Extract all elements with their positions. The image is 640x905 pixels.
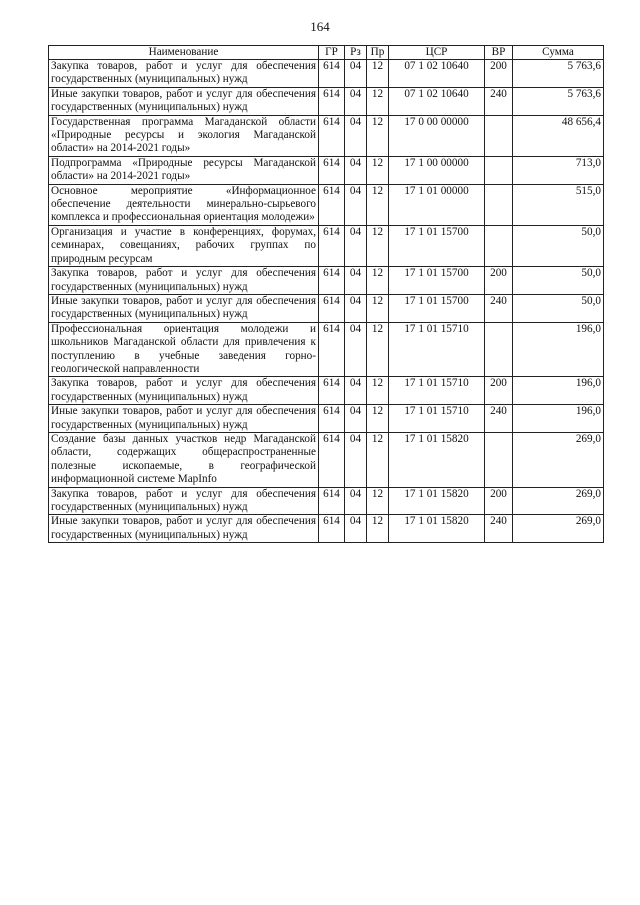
cell-vr: 240 [485, 405, 513, 433]
cell-sum: 269,0 [513, 432, 604, 487]
cell-vr: 200 [485, 267, 513, 295]
cell-rz: 04 [345, 515, 367, 543]
table-row [49, 156, 604, 184]
cell-rz: 04 [345, 294, 367, 322]
cell-vr [485, 322, 513, 377]
cell-name: Закупка товаров, работ и услуг для обеспечения государственных (муниципальных) нужд [49, 267, 319, 295]
cell-sum: 196,0 [513, 322, 604, 377]
cell-vr: 240 [485, 515, 513, 543]
header-row [49, 46, 604, 60]
cell-gr: 614 [319, 294, 345, 322]
cell-rz: 04 [345, 377, 367, 405]
table-row [49, 115, 604, 156]
cell-name: Создание базы данных участков недр Магаданской области, содержащих общераспространенные полезные ископаемые, в географической информационной системе MapInfo [49, 432, 319, 487]
cell-vr: 200 [485, 487, 513, 515]
budget-table [48, 45, 604, 543]
cell-pr: 12 [367, 322, 389, 377]
header-pr: Пр [367, 46, 389, 60]
cell-gr: 614 [319, 184, 345, 225]
cell-gr: 614 [319, 487, 345, 515]
cell-pr: 12 [367, 156, 389, 184]
cell-pr: 12 [367, 184, 389, 225]
table-header [49, 46, 604, 60]
cell-name: Иные закупки товаров, работ и услуг для обеспечения государственных (муниципальных) нужд [49, 87, 319, 115]
cell-csr: 17 1 01 00000 [389, 184, 485, 225]
table-row [49, 294, 604, 322]
cell-gr: 614 [319, 432, 345, 487]
cell-csr: 17 1 01 15700 [389, 267, 485, 295]
cell-csr: 07 1 02 10640 [389, 60, 485, 88]
cell-csr: 17 0 00 00000 [389, 115, 485, 156]
cell-name: Подпрограмма «Природные ресурсы Магаданской области» на 2014-2021 годы» [49, 156, 319, 184]
cell-pr: 12 [367, 432, 389, 487]
cell-sum: 269,0 [513, 515, 604, 543]
cell-csr: 17 1 01 15820 [389, 487, 485, 515]
cell-csr: 07 1 02 10640 [389, 87, 485, 115]
cell-rz: 04 [345, 487, 367, 515]
cell-rz: 04 [345, 432, 367, 487]
cell-gr: 614 [319, 322, 345, 377]
table-row [49, 322, 604, 377]
cell-sum: 196,0 [513, 377, 604, 405]
cell-name: Государственная программа Магаданской области «Природные ресурсы и экология Магаданской области» на 2014-2021 годы» [49, 115, 319, 156]
cell-csr: 17 1 01 15710 [389, 405, 485, 433]
table-row [49, 184, 604, 225]
header-name: Наименование [49, 46, 319, 60]
cell-vr [485, 184, 513, 225]
cell-pr: 12 [367, 405, 389, 433]
cell-sum: 269,0 [513, 487, 604, 515]
page-number: 164 [310, 19, 330, 34]
cell-rz: 04 [345, 322, 367, 377]
header-sum: Сумма [513, 46, 604, 60]
cell-csr: 17 1 01 15820 [389, 515, 485, 543]
cell-csr: 17 1 01 15710 [389, 377, 485, 405]
cell-gr: 614 [319, 267, 345, 295]
cell-pr: 12 [367, 294, 389, 322]
table-row [49, 60, 604, 88]
cell-name: Иные закупки товаров, работ и услуг для обеспечения государственных (муниципальных) нужд [49, 294, 319, 322]
cell-name: Профессиональная ориентация молодежи и школьников Магаданской области для привлечения к поступлению в учебные заведения горно-геологической направленности [49, 322, 319, 377]
cell-gr: 614 [319, 225, 345, 266]
cell-name: Основное мероприятие «Информационное обеспечение деятельности минерально-сырьевого комплекса и профессиональная ориентация молодежи» [49, 184, 319, 225]
cell-gr: 614 [319, 156, 345, 184]
cell-rz: 04 [345, 115, 367, 156]
table-row [49, 377, 604, 405]
cell-csr: 17 1 01 15700 [389, 294, 485, 322]
cell-gr: 614 [319, 515, 345, 543]
cell-sum: 5 763,6 [513, 60, 604, 88]
cell-sum: 50,0 [513, 294, 604, 322]
cell-pr: 12 [367, 225, 389, 266]
cell-pr: 12 [367, 115, 389, 156]
cell-rz: 04 [345, 184, 367, 225]
cell-rz: 04 [345, 60, 367, 88]
header-rz: Рз [345, 46, 367, 60]
cell-name: Иные закупки товаров, работ и услуг для обеспечения государственных (муниципальных) нужд [49, 515, 319, 543]
table-row [49, 267, 604, 295]
cell-rz: 04 [345, 405, 367, 433]
header-gr: ГР [319, 46, 345, 60]
cell-pr: 12 [367, 515, 389, 543]
cell-sum: 713,0 [513, 156, 604, 184]
cell-vr [485, 115, 513, 156]
cell-pr: 12 [367, 60, 389, 88]
cell-sum: 515,0 [513, 184, 604, 225]
cell-sum: 50,0 [513, 225, 604, 266]
cell-csr: 17 1 00 00000 [389, 156, 485, 184]
table-row [49, 515, 604, 543]
cell-pr: 12 [367, 87, 389, 115]
table-row [49, 87, 604, 115]
cell-vr: 200 [485, 377, 513, 405]
cell-vr: 240 [485, 294, 513, 322]
cell-name: Закупка товаров, работ и услуг для обеспечения государственных (муниципальных) нужд [49, 60, 319, 88]
table-row [49, 405, 604, 433]
cell-sum: 196,0 [513, 405, 604, 433]
cell-name: Закупка товаров, работ и услуг для обеспечения государственных (муниципальных) нужд [49, 487, 319, 515]
cell-vr: 200 [485, 60, 513, 88]
cell-vr [485, 225, 513, 266]
table-body [49, 60, 604, 543]
cell-csr: 17 1 01 15710 [389, 322, 485, 377]
cell-pr: 12 [367, 377, 389, 405]
table-row [49, 487, 604, 515]
cell-vr [485, 156, 513, 184]
cell-sum: 50,0 [513, 267, 604, 295]
table-row [49, 225, 604, 266]
cell-csr: 17 1 01 15700 [389, 225, 485, 266]
cell-rz: 04 [345, 87, 367, 115]
cell-vr [485, 432, 513, 487]
cell-rz: 04 [345, 267, 367, 295]
table-row [49, 432, 604, 487]
cell-sum: 5 763,6 [513, 87, 604, 115]
cell-gr: 614 [319, 377, 345, 405]
cell-name: Иные закупки товаров, работ и услуг для обеспечения государственных (муниципальных) нужд [49, 405, 319, 433]
cell-csr: 17 1 01 15820 [389, 432, 485, 487]
header-csr: ЦСР [389, 46, 485, 60]
cell-pr: 12 [367, 487, 389, 515]
cell-gr: 614 [319, 87, 345, 115]
cell-name: Закупка товаров, работ и услуг для обеспечения государственных (муниципальных) нужд [49, 377, 319, 405]
cell-rz: 04 [345, 156, 367, 184]
cell-vr: 240 [485, 87, 513, 115]
header-vr: ВР [485, 46, 513, 60]
cell-gr: 614 [319, 115, 345, 156]
cell-pr: 12 [367, 267, 389, 295]
cell-sum: 48 656,4 [513, 115, 604, 156]
cell-gr: 614 [319, 405, 345, 433]
cell-gr: 614 [319, 60, 345, 88]
cell-name: Организация и участие в конференциях, форумах, семинарах, совещаниях, рабочих группах по природным ресурсам [49, 225, 319, 266]
cell-rz: 04 [345, 225, 367, 266]
